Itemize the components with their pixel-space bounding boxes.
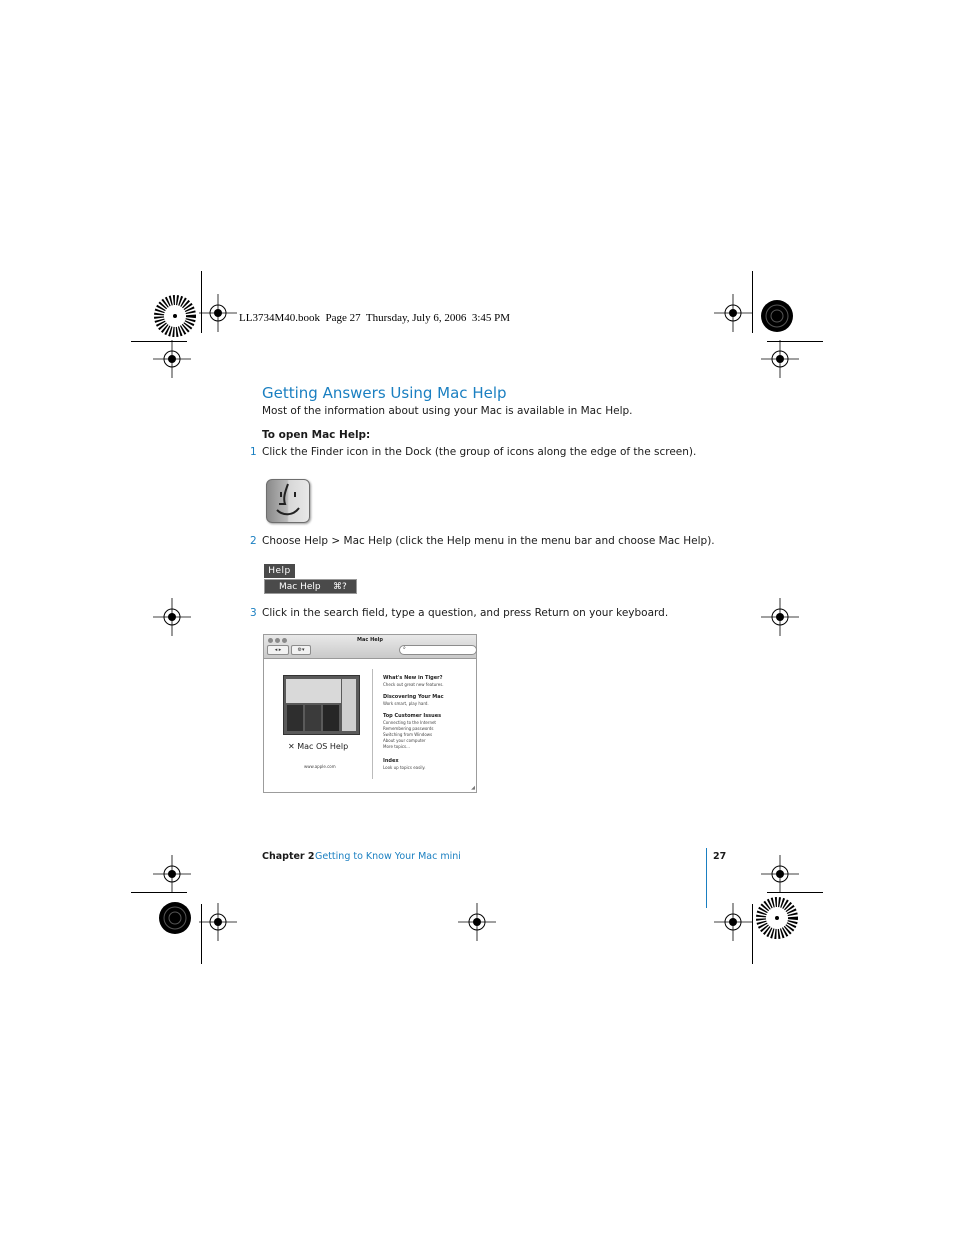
window-title: Mac Help	[357, 637, 383, 643]
registration-target-icon	[458, 903, 496, 941]
footer-chapter-title: Getting to Know Your Mac mini	[315, 851, 461, 862]
footer-chapter: Chapter 2	[262, 851, 315, 862]
menu-item-label: Mac Help	[279, 582, 321, 592]
registration-target-icon	[199, 294, 237, 332]
step-text: Click the Finder icon in the Dock (the group of icons along the edge of the screen).	[262, 446, 697, 458]
section-line: Check out great new features.	[383, 682, 444, 687]
step-text: Choose Help > Mac Help (click the Help menu in the menu bar and choose Mac Help).	[262, 535, 715, 547]
intro-paragraph: Most of the information about using your Mac is available in Mac Help.	[262, 405, 633, 417]
section-link[interactable]: About your computer	[383, 738, 426, 743]
window-divider	[372, 669, 373, 779]
registration-sunburst-icon	[752, 291, 802, 341]
apple-url: www.apple.com	[304, 764, 336, 769]
registration-target-icon	[153, 340, 191, 378]
page-heading: Getting Answers Using Mac Help	[262, 384, 507, 402]
registration-target-icon	[761, 855, 799, 893]
print-slug: LL3734M40.book Page 27 Thursday, July 6, 2006 3:45 PM	[239, 312, 511, 324]
registration-target-icon	[761, 598, 799, 636]
section-title[interactable]: Discovering Your Mac	[383, 694, 444, 700]
registration-sunburst-icon	[150, 291, 200, 341]
section-title[interactable]: What's New in Tiger?	[383, 675, 443, 681]
resize-grip-icon[interactable]: ◢	[471, 785, 475, 791]
page-number: 27	[713, 851, 727, 862]
help-menu-title[interactable]: Help	[264, 564, 295, 578]
section-link[interactable]: Connecting to the Internet	[383, 720, 437, 725]
section-link[interactable]: Switching from Windows	[383, 732, 433, 737]
section-line: Work smart, play hard.	[383, 701, 429, 706]
mac-help-window	[263, 634, 477, 793]
step-text: Click in the search field, type a question, and press Return on your keyboard.	[262, 607, 669, 619]
apple-x-icon: ✕	[288, 742, 295, 751]
section-line: Look up topics easily.	[383, 765, 426, 770]
mac-help-menu-item[interactable]	[264, 579, 357, 594]
registration-sunburst-icon	[752, 893, 802, 943]
registration-target-icon	[714, 294, 752, 332]
section-title[interactable]: Index	[383, 758, 399, 764]
registration-target-icon	[714, 903, 752, 941]
finder-icon	[266, 479, 310, 523]
window-toolbar	[264, 635, 476, 659]
step-number: 2	[250, 535, 257, 547]
help-screenshot-image	[283, 675, 360, 735]
mac-os-help-logo: ✕ Mac OS Help	[288, 742, 349, 751]
action-button[interactable]: ⚙▾	[291, 645, 311, 655]
registration-target-icon	[761, 340, 799, 378]
registration-target-icon	[153, 855, 191, 893]
registration-target-icon	[153, 598, 191, 636]
procedure-title: To open Mac Help:	[262, 429, 371, 441]
footer-rule	[706, 848, 707, 908]
registration-target-icon	[199, 903, 237, 941]
menu-item-shortcut: ⌘?	[333, 582, 347, 592]
step-number: 1	[250, 446, 257, 458]
search-icon: ⌕	[403, 645, 406, 651]
back-forward-button[interactable]: ◂ ▸	[267, 645, 289, 655]
section-link[interactable]: Remembering passwords	[383, 726, 434, 731]
section-link[interactable]: More topics...	[383, 744, 410, 749]
registration-sunburst-icon	[150, 893, 200, 943]
section-title: Top Customer Issues	[383, 713, 442, 719]
search-input[interactable]	[399, 645, 477, 655]
step-number: 3	[250, 607, 257, 619]
